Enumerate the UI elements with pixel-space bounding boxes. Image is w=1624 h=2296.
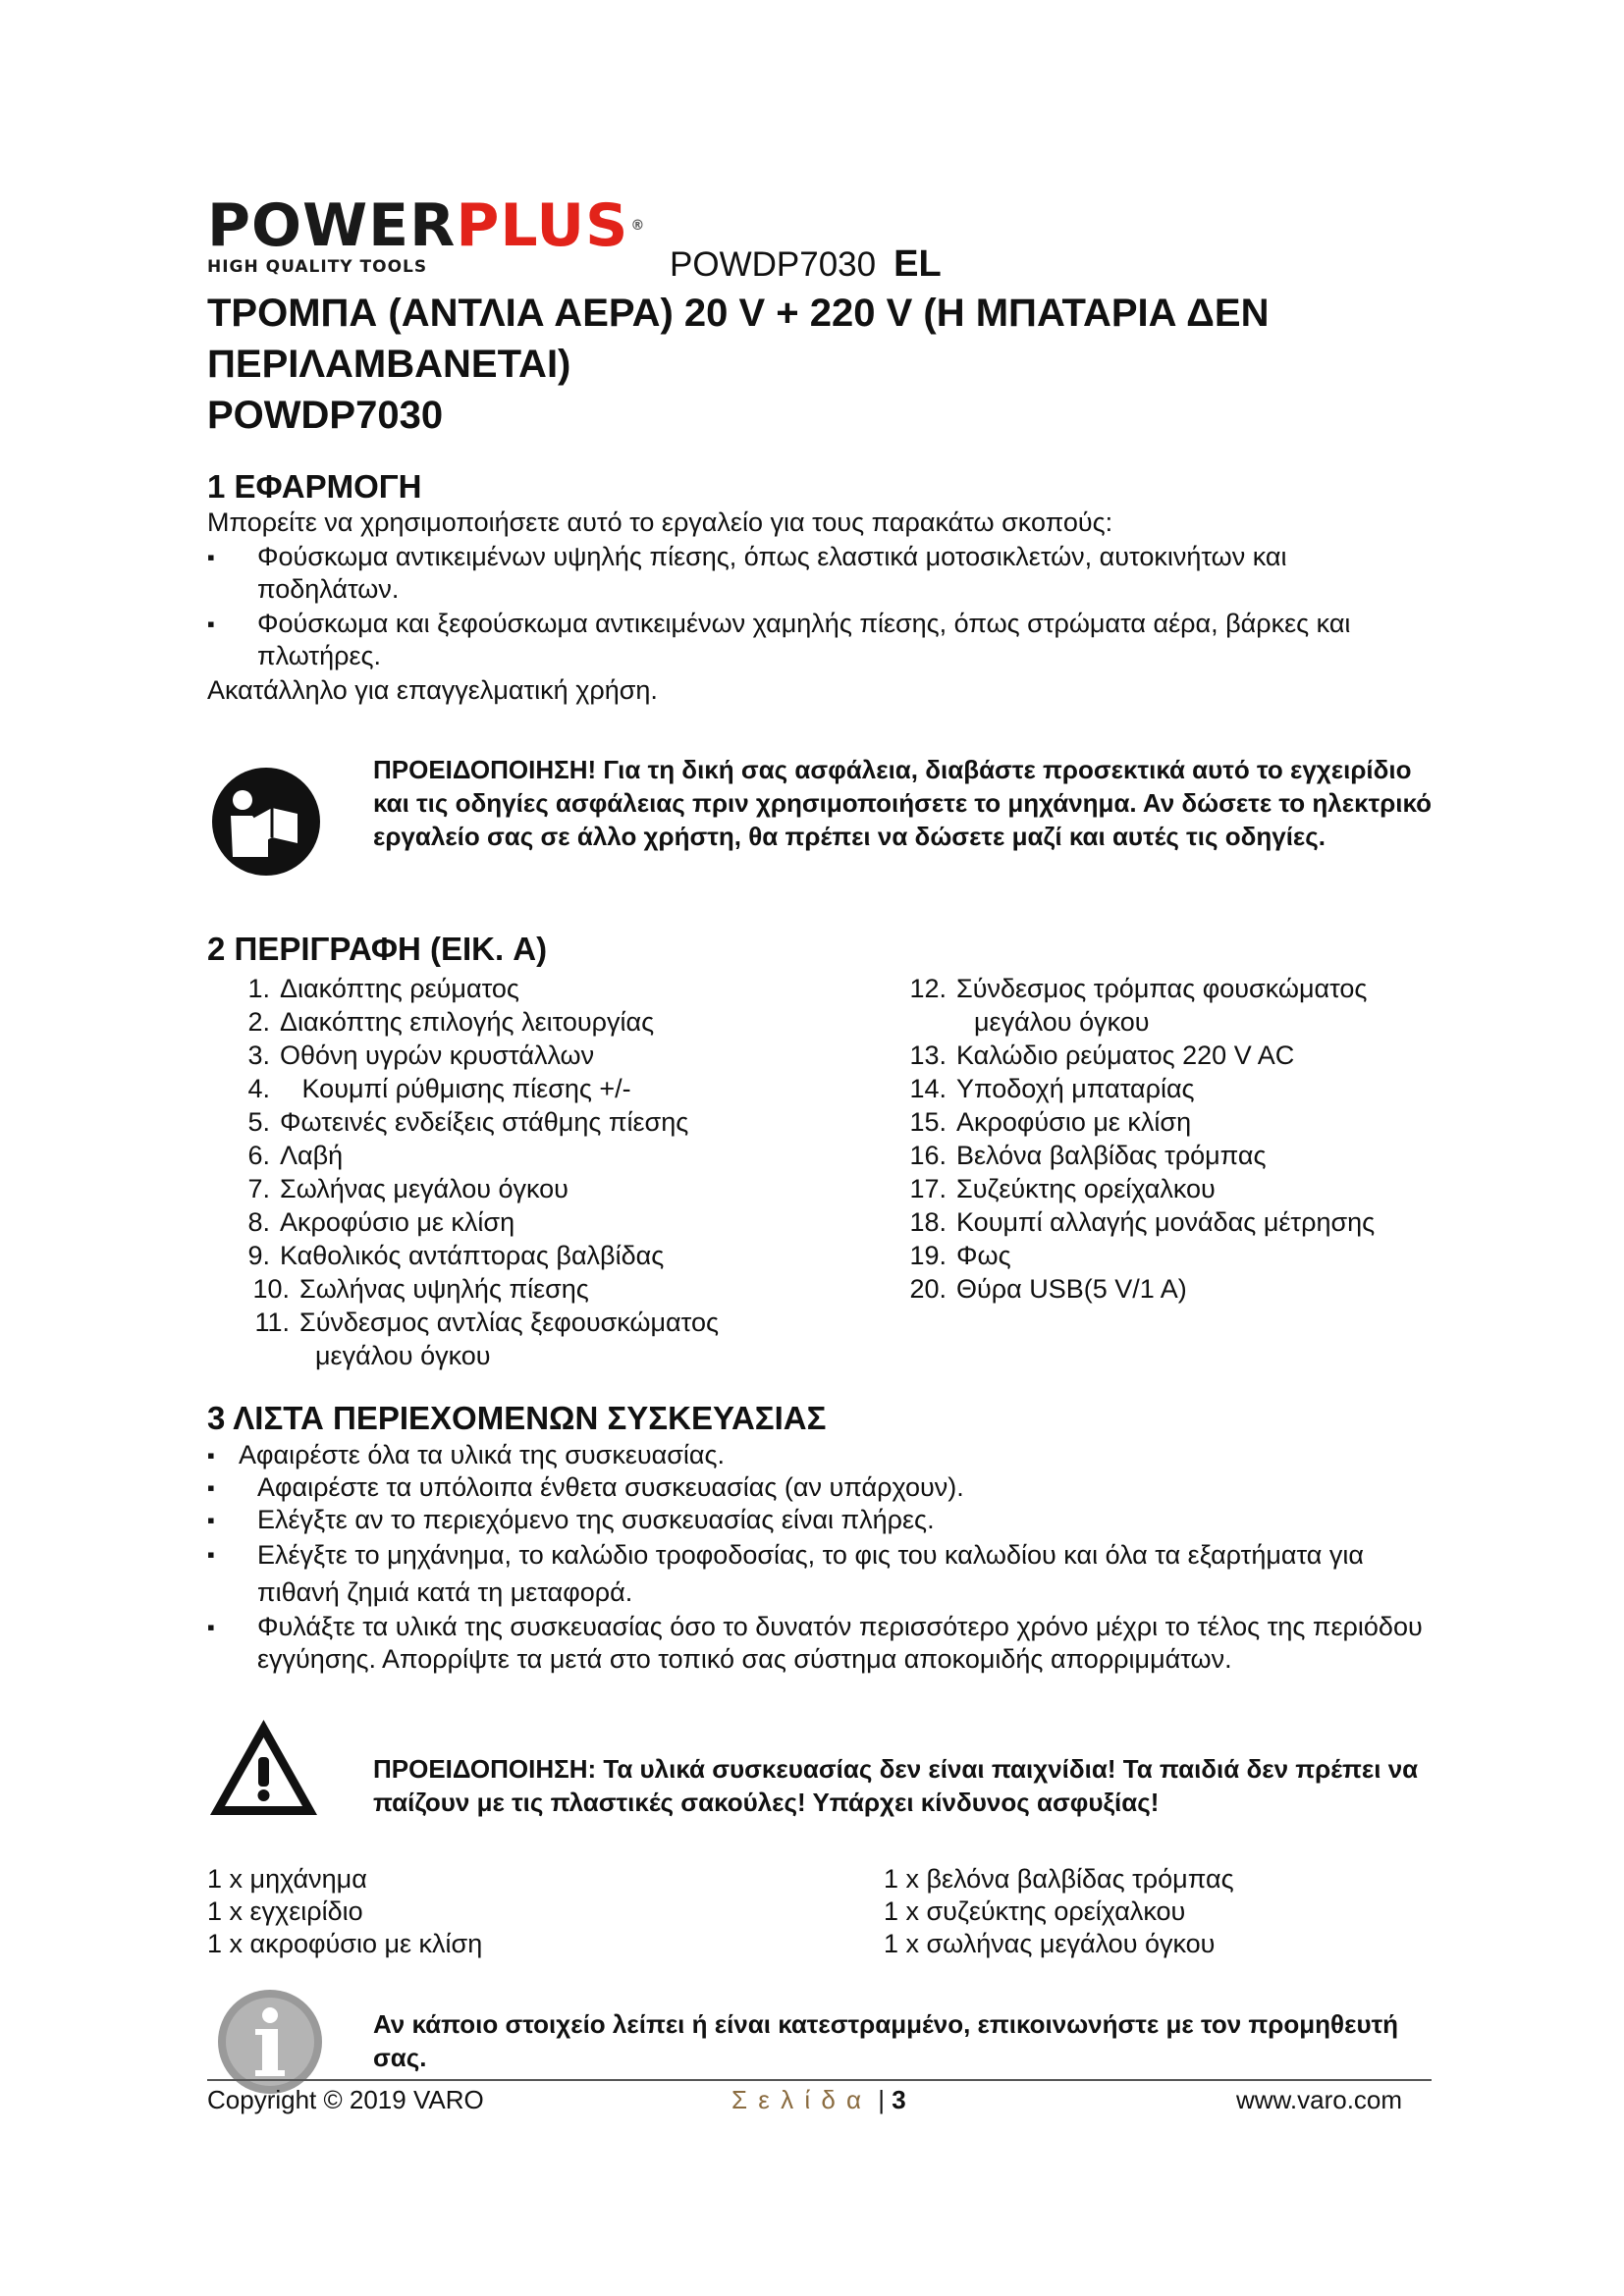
list-item — [884, 1239, 1434, 1272]
section-application-body — [207, 507, 1435, 707]
list-item — [884, 1139, 1434, 1172]
parts-list-right — [884, 972, 1434, 1306]
list-item: 1 x εγχειρίδιο — [207, 1896, 363, 1926]
list-item: ▪ Αφαιρέστε τα υπόλοιπα ένθετα συσκευασίας (αν υπάρχουν). — [207, 1471, 1435, 1504]
item-number: 20. — [909, 1274, 947, 1304]
list-item: 1 x σωλήνας μεγάλου όγκου — [884, 1929, 1216, 1958]
item-text: Συζεύκτης ορείχαλκου — [956, 1174, 1216, 1203]
bullet-marker: ▪ — [207, 1443, 215, 1468]
item-text: Λαβή — [280, 1141, 344, 1170]
item-number — [884, 1005, 974, 1039]
footer-website: www.varo.com — [1236, 2085, 1403, 2114]
brand-part-plus: PLUS — [456, 191, 629, 260]
list-item: ▪ Ελέγξτε το μηχάνημα, το καλώδιο τροφοδοσίας, το φις του καλωδίου και όλα τα εξαρτήματα για πιθανή ζημιά κατά τη μεταφορά. — [207, 1536, 1435, 1611]
item-text: Σύνδεσμος αντλίας ξεφουσκώματος — [299, 1308, 719, 1337]
item-number: 13. — [909, 1041, 947, 1070]
item-text: Φωτεινές ενδείξεις στάθμης πίεσης — [280, 1107, 689, 1137]
item-number: 1. — [247, 974, 270, 1003]
list-item: ▪ Φυλάξτε τα υλικά της συσκευασίας όσο το δυνατόν περισσότερο χρόνο μέχρι το τέλος της περιόδου εγγύησης. Απορρίψτε τα μετά στο τοπικό σας σύστημα αποκομιδής απορριμμάτων. — [207, 1611, 1435, 1676]
list-item — [884, 1172, 1434, 1205]
item-text: Διακόπτης επιλογής λειτουργίας — [280, 1007, 655, 1037]
brand-logo — [207, 191, 649, 277]
section-package-body — [207, 1439, 1435, 1676]
item-number: 16. — [909, 1141, 947, 1170]
page-label: Σ ε λ ί δ α — [731, 2085, 864, 2114]
item-number: 3. — [247, 1041, 270, 1070]
brand-part-power: POWER — [207, 191, 457, 260]
list-item — [207, 1105, 836, 1139]
item-text: Αφαιρέστε όλα τα υλικά της συσκευασίας. — [239, 1440, 726, 1469]
item-number: 15. — [909, 1107, 947, 1137]
title-line-3: POWDP7030 — [207, 394, 444, 437]
list-item — [207, 972, 836, 1005]
item-number: 4. — [247, 1074, 270, 1103]
item-text: Οθόνη υγρών κρυστάλλων — [280, 1041, 595, 1070]
item-text: μεγάλου όγκου — [974, 1007, 1150, 1037]
list-item: ▪ Φούσκωμα και ξεφούσκωμα αντικειμένων χαμηλής πίεσης, όπως στρώματα αέρα, βάρκες και πλωτήρες. — [207, 608, 1435, 672]
list-item — [884, 1205, 1434, 1239]
list-item — [207, 1139, 836, 1172]
item-number — [207, 1339, 315, 1372]
list-item: ▪ Ελέγξτε αν το περιεχόμενο της συσκευασίας είναι πλήρες. — [207, 1504, 1435, 1536]
section-heading-application: 1 ΕΦΑΡΜΟΓΗ — [207, 468, 422, 505]
item-text: Καλώδιο ρεύματος 220 V AC — [956, 1041, 1295, 1070]
application-note: Ακατάλληλο για επαγγελματική χρήση. — [207, 675, 658, 705]
brand-wordmark — [207, 191, 649, 260]
item-number: 7. — [247, 1174, 270, 1203]
footer-divider — [207, 2079, 1432, 2081]
parts-list-left — [207, 972, 836, 1372]
list-item — [207, 1072, 836, 1105]
registered-mark: ® — [630, 218, 646, 234]
item-number: 11. — [254, 1308, 290, 1337]
item-number: 12. — [909, 974, 947, 1003]
page-separator: | — [878, 2085, 886, 2114]
application-intro: Μπορείτε να χρησιμοποιήσετε αυτό το εργαλείο για τους παρακάτω σκοπούς: — [207, 507, 1113, 537]
info-missing-items: Αν κάποιο στοιχείο λείπει ή είναι κατεστραμμένο, επικοινωνήστε με τον προμηθευτή σας. — [373, 2009, 1399, 2072]
list-item — [207, 1272, 836, 1306]
page-title — [207, 288, 1444, 441]
item-text: Σωλήνας μεγάλου όγκου — [280, 1174, 568, 1203]
item-text: μεγάλου όγκου — [315, 1341, 491, 1370]
list-item — [207, 1306, 836, 1339]
list-item — [884, 1072, 1434, 1105]
item-number: 18. — [909, 1207, 947, 1237]
list-item — [207, 1239, 836, 1272]
item-number: 5. — [247, 1107, 270, 1137]
item-number: 9. — [247, 1241, 270, 1270]
item-text: Κουμπί αλλαγής μονάδας μέτρησης — [956, 1207, 1376, 1237]
item-text: Φως — [956, 1241, 1011, 1270]
title-line-2: ΠΕΡΙΛΑΜΒΑΝΕΤΑΙ) — [207, 343, 571, 386]
item-text: Σωλήνας υψηλής πίεσης — [299, 1274, 589, 1304]
list-item — [884, 1272, 1434, 1306]
warning-packaging: ΠΡΟΕΙΔΟΠΟΙΗΣΗ: Τα υλικά συσκευασίας δεν είναι παιχνίδια! Τα παιδιά δεν πρέπει να παίζουν με τις πλαστικές σακούλες! Υπάρχει κίνδυνος ασφυξίας! — [373, 1754, 1419, 1817]
item-number: 6. — [247, 1141, 270, 1170]
item-number: 19. — [909, 1241, 947, 1270]
item-number: 10. — [252, 1274, 290, 1304]
list-item — [884, 1039, 1434, 1072]
list-item — [207, 1205, 836, 1239]
item-text: Σύνδεσμος τρόμπας φουσκώματος — [956, 974, 1368, 1003]
warning-read-manual: ΠΡΟΕΙΔΟΠΟΙΗΣΗ! Για τη δική σας ασφάλεια, διαβάστε προσεκτικά αυτό το εγχειρίδιο και τις οδηγίες ασφάλειας πριν χρησιμοποιήσετε το μηχάνημα. Αν δώσετε το ηλεκτρικό εργαλείο σας σε άλλο χρήστη, θα πρέπει να δώσετε μαζί και αυτές τις οδηγίες. — [373, 755, 1433, 851]
model-code — [670, 243, 942, 286]
contents-list-right — [884, 1863, 1434, 1960]
footer-page — [731, 2085, 906, 2115]
item-text: Καθολικός αντάπτορας βαλβίδας — [280, 1241, 665, 1270]
list-item: 1 x μηχάνημα — [207, 1864, 367, 1894]
list-item — [207, 1039, 836, 1072]
item-text: Βελόνα βαλβίδας τρόμπας — [956, 1141, 1267, 1170]
contents-list-left — [207, 1863, 796, 1960]
list-item: ▪ Φούσκωμα αντικειμένων υψηλής πίεσης, όπως ελαστικά μοτοσικλετών, αυτοκινήτων και ποδηλάτων. — [207, 541, 1435, 606]
list-item — [884, 1105, 1434, 1139]
package-list — [207, 1471, 1435, 1676]
item-number: 8. — [247, 1207, 270, 1237]
item-number: 17. — [909, 1174, 947, 1203]
brand-tagline: HIGH QUALITY TOOLS — [207, 257, 428, 277]
list-item: 1 x συζεύκτης ορείχαλκου — [884, 1896, 1186, 1926]
list-item — [884, 972, 1434, 1005]
model-number: POWDP7030 — [670, 245, 877, 284]
warning-triangle-icon — [207, 1716, 320, 1819]
section-heading-description: 2 ΠΕΡΙΓΡΑΦΗ (ΕΙΚ. A) — [207, 931, 548, 967]
read-manual-icon — [211, 767, 321, 877]
footer-copyright: Copyright © 2019 VARO — [207, 2085, 484, 2114]
language-code: EL — [893, 243, 942, 285]
item-text: Ακροφύσιο με κλίση — [956, 1107, 1192, 1137]
item-text: Διακόπτης ρεύματος — [280, 974, 519, 1003]
list-item: 1 x βελόνα βαλβίδας τρόμπας — [884, 1864, 1234, 1894]
page-number: 3 — [892, 2085, 906, 2114]
item-text: Θύρα USB(5 V/1 A) — [956, 1274, 1187, 1304]
list-item — [207, 1172, 836, 1205]
list-item — [207, 1339, 836, 1372]
list-item — [884, 1005, 1434, 1039]
list-item: 1 x ακροφύσιο με κλίση — [207, 1929, 483, 1958]
item-number: 2. — [247, 1007, 270, 1037]
item-text: Κουμπί ρύθμισης πίεσης +/- — [280, 1074, 631, 1103]
application-list — [207, 541, 1435, 672]
item-text: Ακροφύσιο με κλίση — [280, 1207, 515, 1237]
list-item — [207, 1439, 1435, 1471]
section-heading-package-contents: 3 ΛΙΣΤΑ ΠΕΡΙΕΧΟΜΕΝΩΝ ΣΥΣΚΕΥΑΣΙΑΣ — [207, 1400, 827, 1436]
list-item — [207, 1005, 836, 1039]
item-number: 14. — [909, 1074, 947, 1103]
title-line-1: ΤΡΟΜΠΑ (ΑΝΤΛΙΑ ΑΕΡΑ) 20 V + 220 V (Η ΜΠΑΤΑΡΙΑ ΔΕΝ — [207, 292, 1270, 335]
item-text: Υποδοχή μπαταρίας — [956, 1074, 1195, 1103]
